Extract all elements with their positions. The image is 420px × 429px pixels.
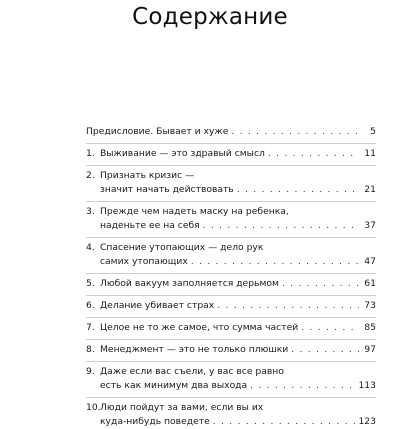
toc-page-number: 5	[370, 126, 376, 137]
toc-entry-title: Целое не то же самое, что сумма частей	[100, 322, 299, 333]
dot-leader	[291, 343, 359, 357]
toc-page-number: 21	[364, 184, 376, 195]
toc-entry-6	[86, 296, 376, 318]
toc-entry-title-continued: значит начать действовать	[100, 184, 234, 195]
toc-entry-10	[86, 398, 376, 429]
toc-entry-title-continued: самих утопающих	[100, 256, 188, 267]
dot-leader	[268, 147, 359, 161]
dot-leader	[217, 299, 359, 313]
toc-page-number: 37	[364, 220, 376, 231]
toc-entry-title: Делание убивает страх	[100, 300, 215, 311]
toc-page-number: 97	[364, 344, 376, 355]
dot-leader	[301, 321, 359, 335]
toc-page-number: 11	[364, 148, 376, 159]
toc-entry-4	[86, 238, 376, 274]
dot-leader	[203, 219, 359, 233]
toc-entry-1	[86, 144, 376, 166]
toc-page-number: 123	[358, 416, 376, 427]
toc-entry-number: 5.	[86, 278, 95, 289]
toc-entry-title-continued: наденьте ее на себя	[100, 220, 200, 231]
toc-entry-title: Выживание — это здравый смысл	[100, 148, 265, 159]
toc-entry-9	[86, 362, 376, 398]
toc-entry-8	[86, 340, 376, 362]
toc-entry-title: Даже если вас съели, у вас все равно	[100, 366, 284, 377]
dot-leader	[282, 277, 359, 291]
toc-page-number: 85	[364, 322, 376, 333]
toc-entry-number: 10.	[86, 402, 101, 413]
toc-page-number: 113	[358, 380, 376, 391]
dot-leader	[213, 415, 356, 429]
toc-entry-number: 3.	[86, 206, 95, 217]
dot-leader	[191, 255, 359, 269]
toc-entry-title-continued: есть как минимум два выхода	[100, 380, 248, 391]
toc-entry-number: 7.	[86, 322, 95, 333]
toc-entry-number: 9.	[86, 366, 95, 377]
toc-entry-title: Менеджмент — это не только плюшки	[100, 344, 289, 355]
toc-entry-title: Прежде чем надеть маску на ребенка,	[100, 206, 289, 217]
toc-page-number: 73	[364, 300, 376, 311]
toc-entry-3	[86, 202, 376, 238]
toc-entry-2	[86, 166, 376, 202]
table-of-contents	[86, 122, 376, 429]
toc-entry-title: Предисловие. Бывает и хуже	[86, 126, 229, 137]
toc-entry-title: Любой вакуум заполняется дерьмом	[100, 278, 279, 289]
toc-page-number: 47	[364, 256, 376, 267]
toc-entry-5	[86, 274, 376, 296]
toc-entry-number: 6.	[86, 300, 95, 311]
dot-leader	[237, 183, 359, 197]
toc-entry-number: 8.	[86, 344, 95, 355]
toc-entry-title: Признать кризис —	[100, 170, 195, 181]
toc-entry-number: 1.	[86, 148, 95, 159]
toc-entry-preface	[86, 122, 376, 144]
dot-leader	[250, 379, 355, 393]
toc-entry-title-continued: куда-нибудь поведете	[100, 416, 210, 427]
toc-page-number: 61	[364, 278, 376, 289]
toc-entry-number: 2.	[86, 170, 95, 181]
dot-leader	[231, 125, 359, 139]
toc-entry-number: 4.	[86, 242, 95, 253]
toc-entry-title: Спасение утопающих — дело рук	[100, 242, 264, 253]
toc-entry-title: Люди пойдут за вами, если вы их	[100, 402, 264, 413]
page-title: Содержание	[132, 4, 288, 30]
toc-entry-7	[86, 318, 376, 340]
